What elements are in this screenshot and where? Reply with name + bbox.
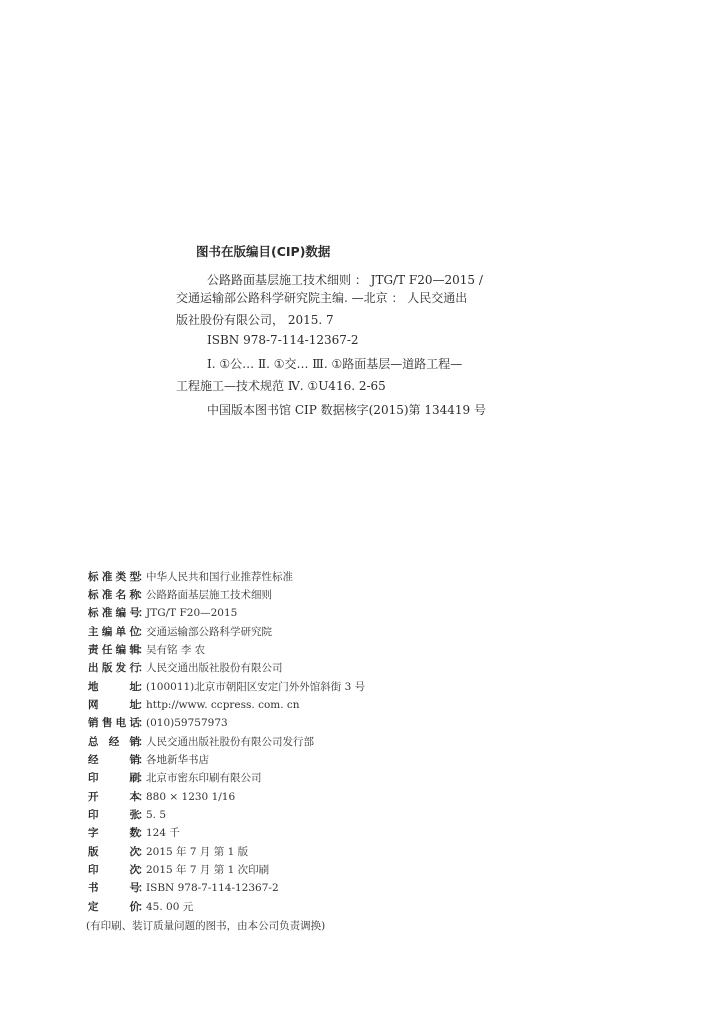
row-label: 印刷 [88,772,140,784]
cip-line-3: 版社股份有限公司， 2015. 7 [176,313,334,327]
row-value: 124 千 [146,827,180,839]
row-colon: ： [138,662,149,674]
row-label: 销售电话 [88,717,140,729]
row-value: 人民交通出版社股份有限公司 [146,662,283,674]
cip-line-7: 中国版本图书馆 CIP 数据核字(2015)第 134419 号 [207,403,486,417]
row-colon: ： [138,772,149,784]
row-value: 北京市密东印刷有限公司 [146,772,262,784]
row-colon: ： [138,644,149,656]
row-label: 书号 [88,882,140,894]
row-colon: ： [138,626,149,638]
row-value: 交通运输部公路科学研究院 [146,626,272,638]
row-value: JTG/T F20—2015 [146,607,238,619]
row-label: 标准名称 [88,589,140,601]
row-value: 各地新华书店 [146,754,209,766]
row-value: 公路路面基层施工技术细则 [146,589,272,601]
row-value: 人民交通出版社股份有限公司发行部 [146,736,314,748]
row-colon: ： [138,681,149,693]
row-value: 2015 年 7 月 第 1 次印刷 [146,864,270,876]
row-value: 吴有铭 李 农 [146,644,206,656]
row-colon: ： [138,736,149,748]
row-value: 中华人民共和国行业推荐性标准 [146,571,293,583]
row-colon: ： [138,791,149,803]
cip-line-2: 交通运输部公路科学研究院主编. —北京 ： 人民交通出 [176,291,468,305]
row-value: 880 × 1230 1/16 [146,791,236,803]
row-colon: ： [138,754,149,766]
quality-note: (有印刷、装订质量问题的图书，由本公司负责调换) [86,920,326,932]
row-label: 标准编号 [88,607,140,619]
row-label: 印次 [88,864,140,876]
row-label: 总经销 [88,736,140,748]
row-label: 责任编辑 [88,644,140,656]
row-value: 45. 00 元 [146,901,194,913]
cip-line-1: 公路路面基层施工技术细则 ： JTG/T F20—2015 / [207,273,483,287]
row-colon: ： [138,699,149,711]
row-colon: ： [138,901,149,913]
row-label: 网址 [88,699,140,711]
row-label: 定价 [88,901,140,913]
row-label: 经销 [88,754,140,766]
row-label: 印张 [88,809,140,821]
row-label: 开本 [88,791,140,803]
cip-line-6: 工程施工—技术规范 Ⅳ. ①U416. 2-65 [176,379,386,393]
row-colon: ： [138,864,149,876]
cip-line-5: Ⅰ. ①公… Ⅱ. ①交… Ⅲ. ①路面基层—道路工程— [207,357,463,371]
row-value: 5. 5 [146,809,167,821]
row-label: 地址 [88,681,140,693]
row-label: 主编单位 [88,626,140,638]
row-colon: ： [138,571,149,583]
row-colon: ： [138,846,149,858]
cip-line-4: ISBN 978-7-114-12367-2 [207,333,359,347]
row-colon: ： [138,827,149,839]
row-value: http://www. ccpress. com. cn [146,699,300,711]
row-label: 标准类型 [88,571,140,583]
row-colon: ： [138,589,149,601]
row-colon: ： [138,809,149,821]
row-label: 出版发行 [88,662,140,674]
row-value: (010)59757973 [146,717,228,729]
row-value: ISBN 978-7-114-12367-2 [146,882,279,894]
row-label: 字数 [88,827,140,839]
row-value: 2015 年 7 月 第 1 版 [146,846,249,858]
cip-title: 图书在版编目(CIP)数据 [196,244,331,259]
row-label: 版次 [88,846,140,858]
row-colon: ： [138,607,149,619]
row-value: (100011)北京市朝阳区安定门外外馆斜街 3 号 [146,681,366,693]
row-colon: ： [138,717,149,729]
row-colon: ： [138,882,149,894]
